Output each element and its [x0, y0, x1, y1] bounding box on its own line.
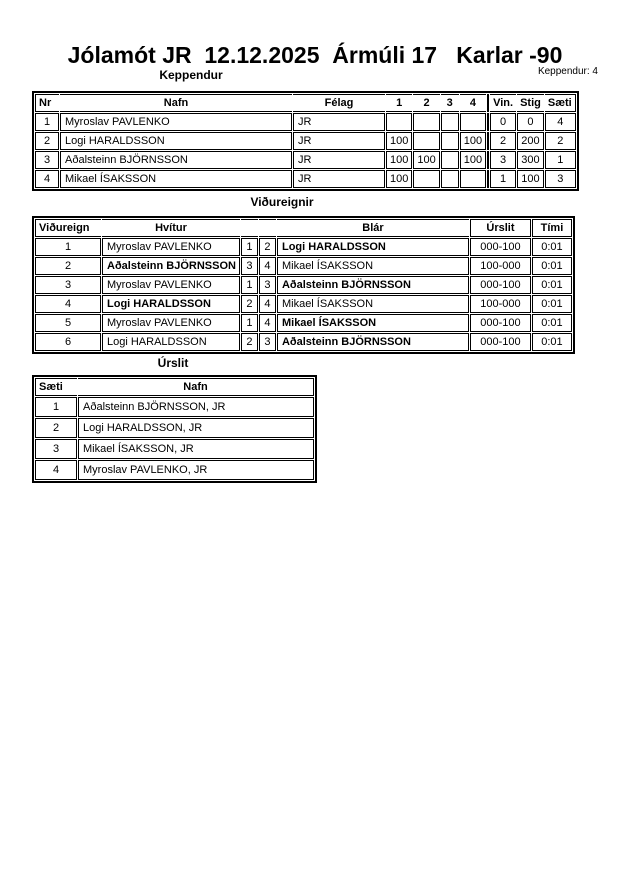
col-header-saeti: Sæti [545, 94, 576, 112]
round-1-score: 100 [386, 132, 412, 150]
place-value: 4 [545, 113, 576, 131]
white-number: 2 [241, 333, 258, 351]
blue-competitor: Logi HARALDSSON [277, 238, 469, 256]
competitor-count-label: Keppendur: 4 [537, 66, 598, 77]
urslit-header-row [35, 378, 314, 396]
blue-competitor: Mikael ÍSAKSSON [277, 295, 469, 313]
match-time: 0:01 [532, 257, 572, 275]
col-header-nafn: Nafn [60, 94, 292, 112]
col-header-vin: Vin. [490, 94, 516, 112]
urslit-table-caption: Úrslit [157, 356, 189, 370]
keppendur-table-caption: Keppendur [159, 68, 223, 82]
round-2-score [413, 113, 439, 131]
column-separator [487, 170, 489, 188]
place-value: 1 [35, 397, 77, 417]
place-value: 2 [35, 418, 77, 438]
table-row [35, 295, 572, 313]
table-row [35, 238, 572, 256]
table-row [35, 439, 314, 459]
column-separator [487, 132, 489, 150]
table-row [35, 151, 576, 169]
place-value: 1 [545, 151, 576, 169]
white-competitor: Logi HARALDSSON [102, 295, 240, 313]
competitor-name: Aðalsteinn BJÖRNSSON [60, 151, 292, 169]
column-separator [487, 151, 489, 169]
competitor-club: JR [293, 132, 385, 150]
table-row [35, 460, 314, 480]
place-value: 3 [35, 439, 77, 459]
col-header-round-1: 1 [386, 94, 412, 112]
match-nr: 1 [35, 238, 101, 256]
competitor-nr: 3 [35, 151, 59, 169]
round-2-score: 100 [413, 151, 439, 169]
blue-number: 4 [259, 257, 276, 275]
competitor-name: Myroslav PAVLENKO, JR [78, 460, 314, 480]
col-header-nafn: Nafn [78, 378, 314, 396]
competitor-club: JR [293, 113, 385, 131]
match-result: 000-100 [470, 333, 531, 351]
col-header-saeti: Sæti [35, 378, 77, 396]
points-value: 0 [517, 113, 544, 131]
points-value: 300 [517, 151, 544, 169]
round-4-score [460, 113, 486, 131]
match-time: 0:01 [532, 314, 572, 332]
competitor-name: Aðalsteinn BJÖRNSSON, JR [78, 397, 314, 417]
competitor-name: Mikael ÍSAKSSON, JR [78, 439, 314, 459]
competitor-nr: 4 [35, 170, 59, 188]
round-2-score [413, 170, 439, 188]
match-time: 0:01 [532, 238, 572, 256]
urslit-table [32, 375, 317, 483]
col-header-felag: Félag [293, 94, 385, 112]
white-number: 2 [241, 295, 258, 313]
round-1-score: 100 [386, 151, 412, 169]
match-nr: 3 [35, 276, 101, 294]
competitor-name: Logi HARALDSSON [60, 132, 292, 150]
blue-number: 4 [259, 295, 276, 313]
points-value: 100 [517, 170, 544, 188]
match-time: 0:01 [532, 295, 572, 313]
competitor-name: Myroslav PAVLENKO [60, 113, 292, 131]
vidureignir-table-caption: Viðureignir [250, 195, 314, 209]
col-header-spacer [241, 219, 258, 237]
table-row [35, 170, 576, 188]
table-row [35, 397, 314, 417]
col-header-stig: Stig [517, 94, 544, 112]
competitor-nr: 2 [35, 132, 59, 150]
competitor-name: Mikael ÍSAKSSON [60, 170, 292, 188]
place-value: 3 [545, 170, 576, 188]
round-4-score: 100 [460, 132, 486, 150]
round-3-score [441, 132, 459, 150]
round-4-score: 100 [460, 151, 486, 169]
white-number: 1 [241, 314, 258, 332]
col-header-round-4: 4 [460, 94, 486, 112]
keppendur-header-row [35, 94, 576, 112]
blue-competitor: Aðalsteinn BJÖRNSSON [277, 276, 469, 294]
match-time: 0:01 [532, 333, 572, 351]
white-competitor: Logi HARALDSSON [102, 333, 240, 351]
blue-competitor: Aðalsteinn BJÖRNSSON [277, 333, 469, 351]
round-4-score [460, 170, 486, 188]
table-row [35, 333, 572, 351]
table-row [35, 132, 576, 150]
col-header-vidureign: Viðureign [35, 219, 101, 237]
wins-value: 1 [490, 170, 516, 188]
place-value: 2 [545, 132, 576, 150]
match-nr: 4 [35, 295, 101, 313]
white-competitor: Myroslav PAVLENKO [102, 238, 240, 256]
round-2-score [413, 132, 439, 150]
col-header-blar: Blár [277, 219, 469, 237]
match-nr: 6 [35, 333, 101, 351]
white-number: 3 [241, 257, 258, 275]
match-result: 000-100 [470, 238, 531, 256]
keppendur-table [32, 91, 579, 191]
vidureignir-header-row [35, 219, 572, 237]
table-row [35, 276, 572, 294]
vidureignir-table [32, 216, 575, 354]
table-row [35, 257, 572, 275]
wins-value: 0 [490, 113, 516, 131]
wins-value: 2 [490, 132, 516, 150]
table-row [35, 314, 572, 332]
white-competitor: Aðalsteinn BJÖRNSSON [102, 257, 240, 275]
blue-competitor: Mikael ÍSAKSSON [277, 257, 469, 275]
competitor-club: JR [293, 151, 385, 169]
round-3-score [441, 170, 459, 188]
round-3-score [441, 151, 459, 169]
white-number: 1 [241, 276, 258, 294]
col-header-nr: Nr [35, 94, 59, 112]
white-competitor: Myroslav PAVLENKO [102, 314, 240, 332]
blue-number: 2 [259, 238, 276, 256]
match-time: 0:01 [532, 276, 572, 294]
col-header-urslit: Úrslit [470, 219, 531, 237]
match-result: 000-100 [470, 314, 531, 332]
col-header-hvitur: Hvítur [102, 219, 240, 237]
match-result: 100-000 [470, 295, 531, 313]
round-3-score [441, 113, 459, 131]
col-header-timi: Tími [532, 219, 572, 237]
col-header-round-2: 2 [413, 94, 439, 112]
table-row [35, 418, 314, 438]
col-header-spacer [259, 219, 276, 237]
match-nr: 2 [35, 257, 101, 275]
points-value: 200 [517, 132, 544, 150]
round-1-score: 100 [386, 170, 412, 188]
match-nr: 5 [35, 314, 101, 332]
white-competitor: Myroslav PAVLENKO [102, 276, 240, 294]
page-title: Jólamót JR 12.12.2025 Ármúli 17 Karlar -90 [67, 42, 563, 68]
blue-number: 3 [259, 276, 276, 294]
col-header-round-3: 3 [441, 94, 459, 112]
column-separator [487, 113, 489, 131]
match-result: 100-000 [470, 257, 531, 275]
table-row [35, 113, 576, 131]
white-number: 1 [241, 238, 258, 256]
blue-competitor: Mikael ÍSAKSSON [277, 314, 469, 332]
blue-number: 3 [259, 333, 276, 351]
competitor-nr: 1 [35, 113, 59, 131]
wins-value: 3 [490, 151, 516, 169]
column-separator [487, 94, 489, 112]
blue-number: 4 [259, 314, 276, 332]
competitor-name: Logi HARALDSSON, JR [78, 418, 314, 438]
match-result: 000-100 [470, 276, 531, 294]
competitor-club: JR [293, 170, 385, 188]
round-1-score [386, 113, 412, 131]
place-value: 4 [35, 460, 77, 480]
